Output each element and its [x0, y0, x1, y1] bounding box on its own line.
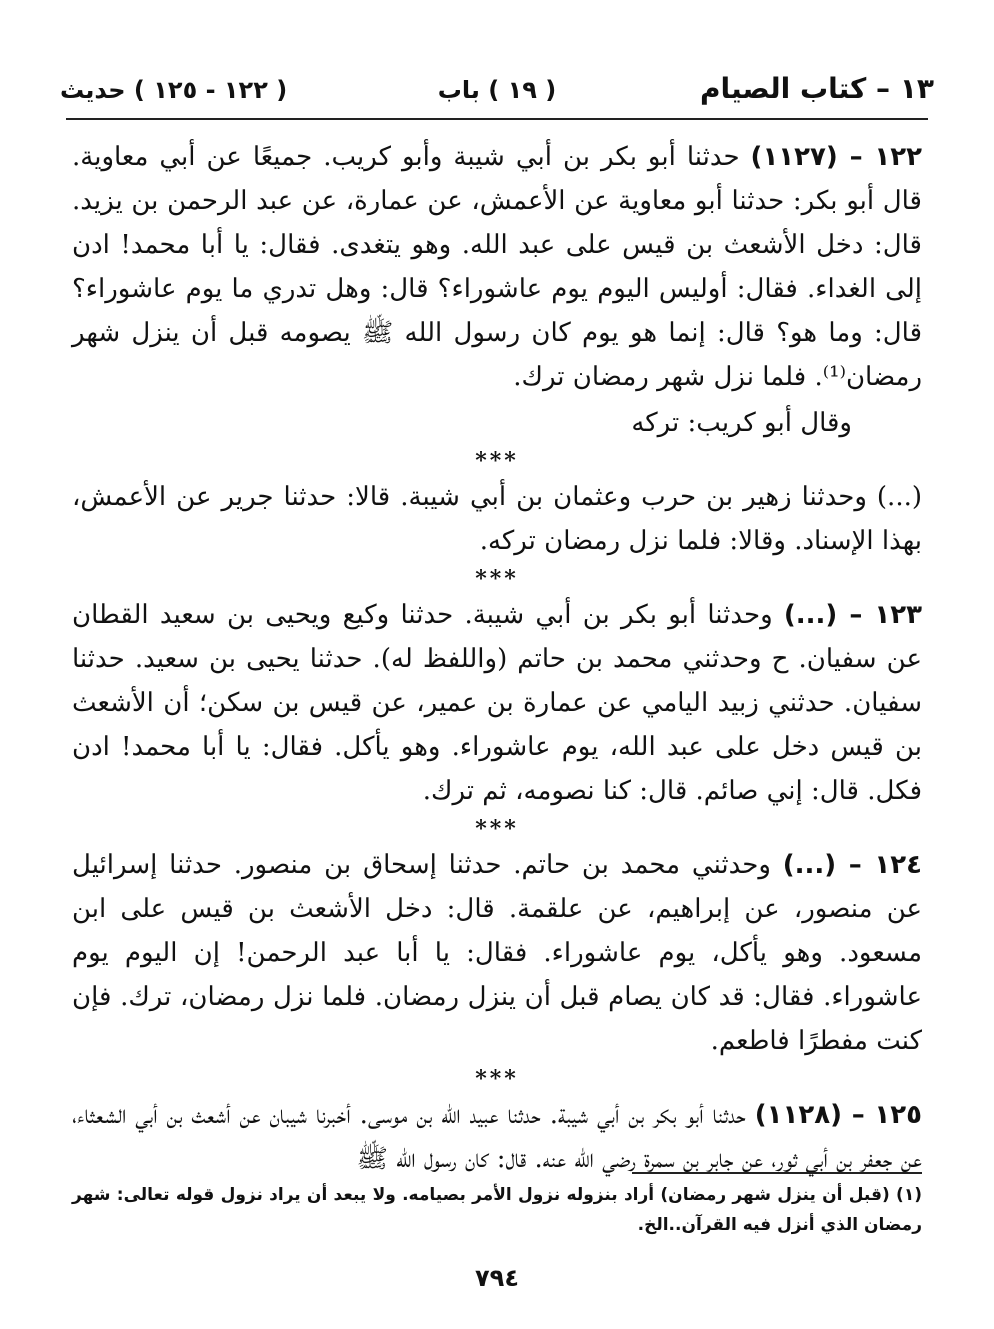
- hadith-text: وحدثني محمد بن حاتم. حدثنا إسحاق بن منصور. حدثنا إسرائيل عن منصور، عن إبراهيم، عن علقمة. قال: دخل الأشعث بن قيس على ابن مسعود. وهو يأكل، يوم عاشوراء. فقال: يا أبا عبد الرحمن! إن اليوم يوم عاشوراء. فقال: قد كان يصام قبل أن ينزل رمضان. فلما نزل رمضان، ترك. فإن كنت مفطرًا فاطعم.: [72, 850, 922, 1056]
- narrator-note: وقال أبو كريب: تركه: [631, 408, 852, 438]
- hadith-text: حدثنا أبو بكر بن أبي شيبة. حدثنا عبيد الله بن موسى. أخبرنا شيبان عن أشعث بن أبي الشعثاء، عن جعفر بن أبي ثور، عن جابر بن سمرة رضي الله عنه. قال: كان رسول الله ﷺ: [72, 1100, 922, 1174]
- section-title: ( ١٩ ) باب: [437, 76, 557, 104]
- main-text: [72, 135, 922, 1181]
- chapter-title: ١٣ – كتاب الصيام: [700, 72, 934, 105]
- hadith-122: [72, 135, 922, 399]
- hadith-range: ( ١٢٢ - ١٢٥ ) حديث: [60, 76, 288, 104]
- page-number: ٧٩٤: [475, 1264, 519, 1292]
- hadith-number: ١٢٣ – (...): [783, 600, 922, 630]
- header-divider: [66, 118, 928, 120]
- hadith-number: ١٢٢ – (١١٢٧): [750, 142, 922, 172]
- hadith-number: ١٢٥ – (١١٢٨): [754, 1100, 922, 1130]
- hadith-text: حدثنا أبو بكر بن أبي شيبة وأبو كريب. جميعًا عن أبي معاوية. قال أبو بكر: حدثنا أبو معاوية عن الأعمش، عن عمارة، عن عبد الرحمن بن يزيد. قال: دخل الأشعث بن قيس على عبد الله. وهو يتغدى. فقال: يا أبا محمد! ادن إلى الغداء. فقال: أوليس اليوم يوم عاشوراء؟ قال: وهل تدري ما يوم عاشوراء؟ قال: وما هو؟ قال: إنما هو يوم كان رسول الله ﷺ يصومه قبل أن ينزل شهر رمضان⁽¹⁾. فلما نزل شهر رمضان ترك.: [72, 142, 922, 392]
- hadith-123: [72, 593, 922, 813]
- hadith-text: وحدثنا أبو بكر بن أبي شيبة. حدثنا وكيع ويحيى بن سعيد القطان عن سفيان. ح وحدثني محمد بن حاتم (واللفظ له). حدثنا يحيى بن سعيد. حدثنا سفيان. حدثني زبيد اليامي عن عمارة بن عمير، عن قيس بن سكن؛ أن الأشعث بن قيس دخل على عبد الله، يوم عاشوراء. وهو يأكل. فقال: يا أبا محمد! ادن فكل. قال: إني صائم. قال: كنا نصومه، ثم ترك.: [72, 600, 923, 806]
- footnote: (١) (قبل أن ينزل شهر رمضان) أراد بنزوله نزول الأمر بصيامه. ولا يبعد أن يراد نزول قوله تعالى: شهر رمضان الذي أنزل فيه القرآن..الخ.: [72, 1185, 922, 1235]
- section-separator: ***: [475, 816, 519, 842]
- hadith-122-chain: (...) وحدثنا زهير بن حرب وعثمان بن أبي شيبة. قالا: حدثنا جرير عن الأعمش، بهذا الإسناد. وقالا: فلما نزل رمضان تركه.: [72, 482, 922, 556]
- footnote-divider: [632, 1172, 922, 1174]
- running-header: [60, 72, 934, 112]
- hadith-124: [72, 843, 922, 1063]
- section-separator: ***: [475, 448, 519, 474]
- hadith-125: [72, 1093, 922, 1181]
- section-separator: ***: [475, 1066, 519, 1092]
- section-separator: ***: [475, 566, 519, 592]
- hadith-number: ١٢٤ – (...): [782, 850, 922, 880]
